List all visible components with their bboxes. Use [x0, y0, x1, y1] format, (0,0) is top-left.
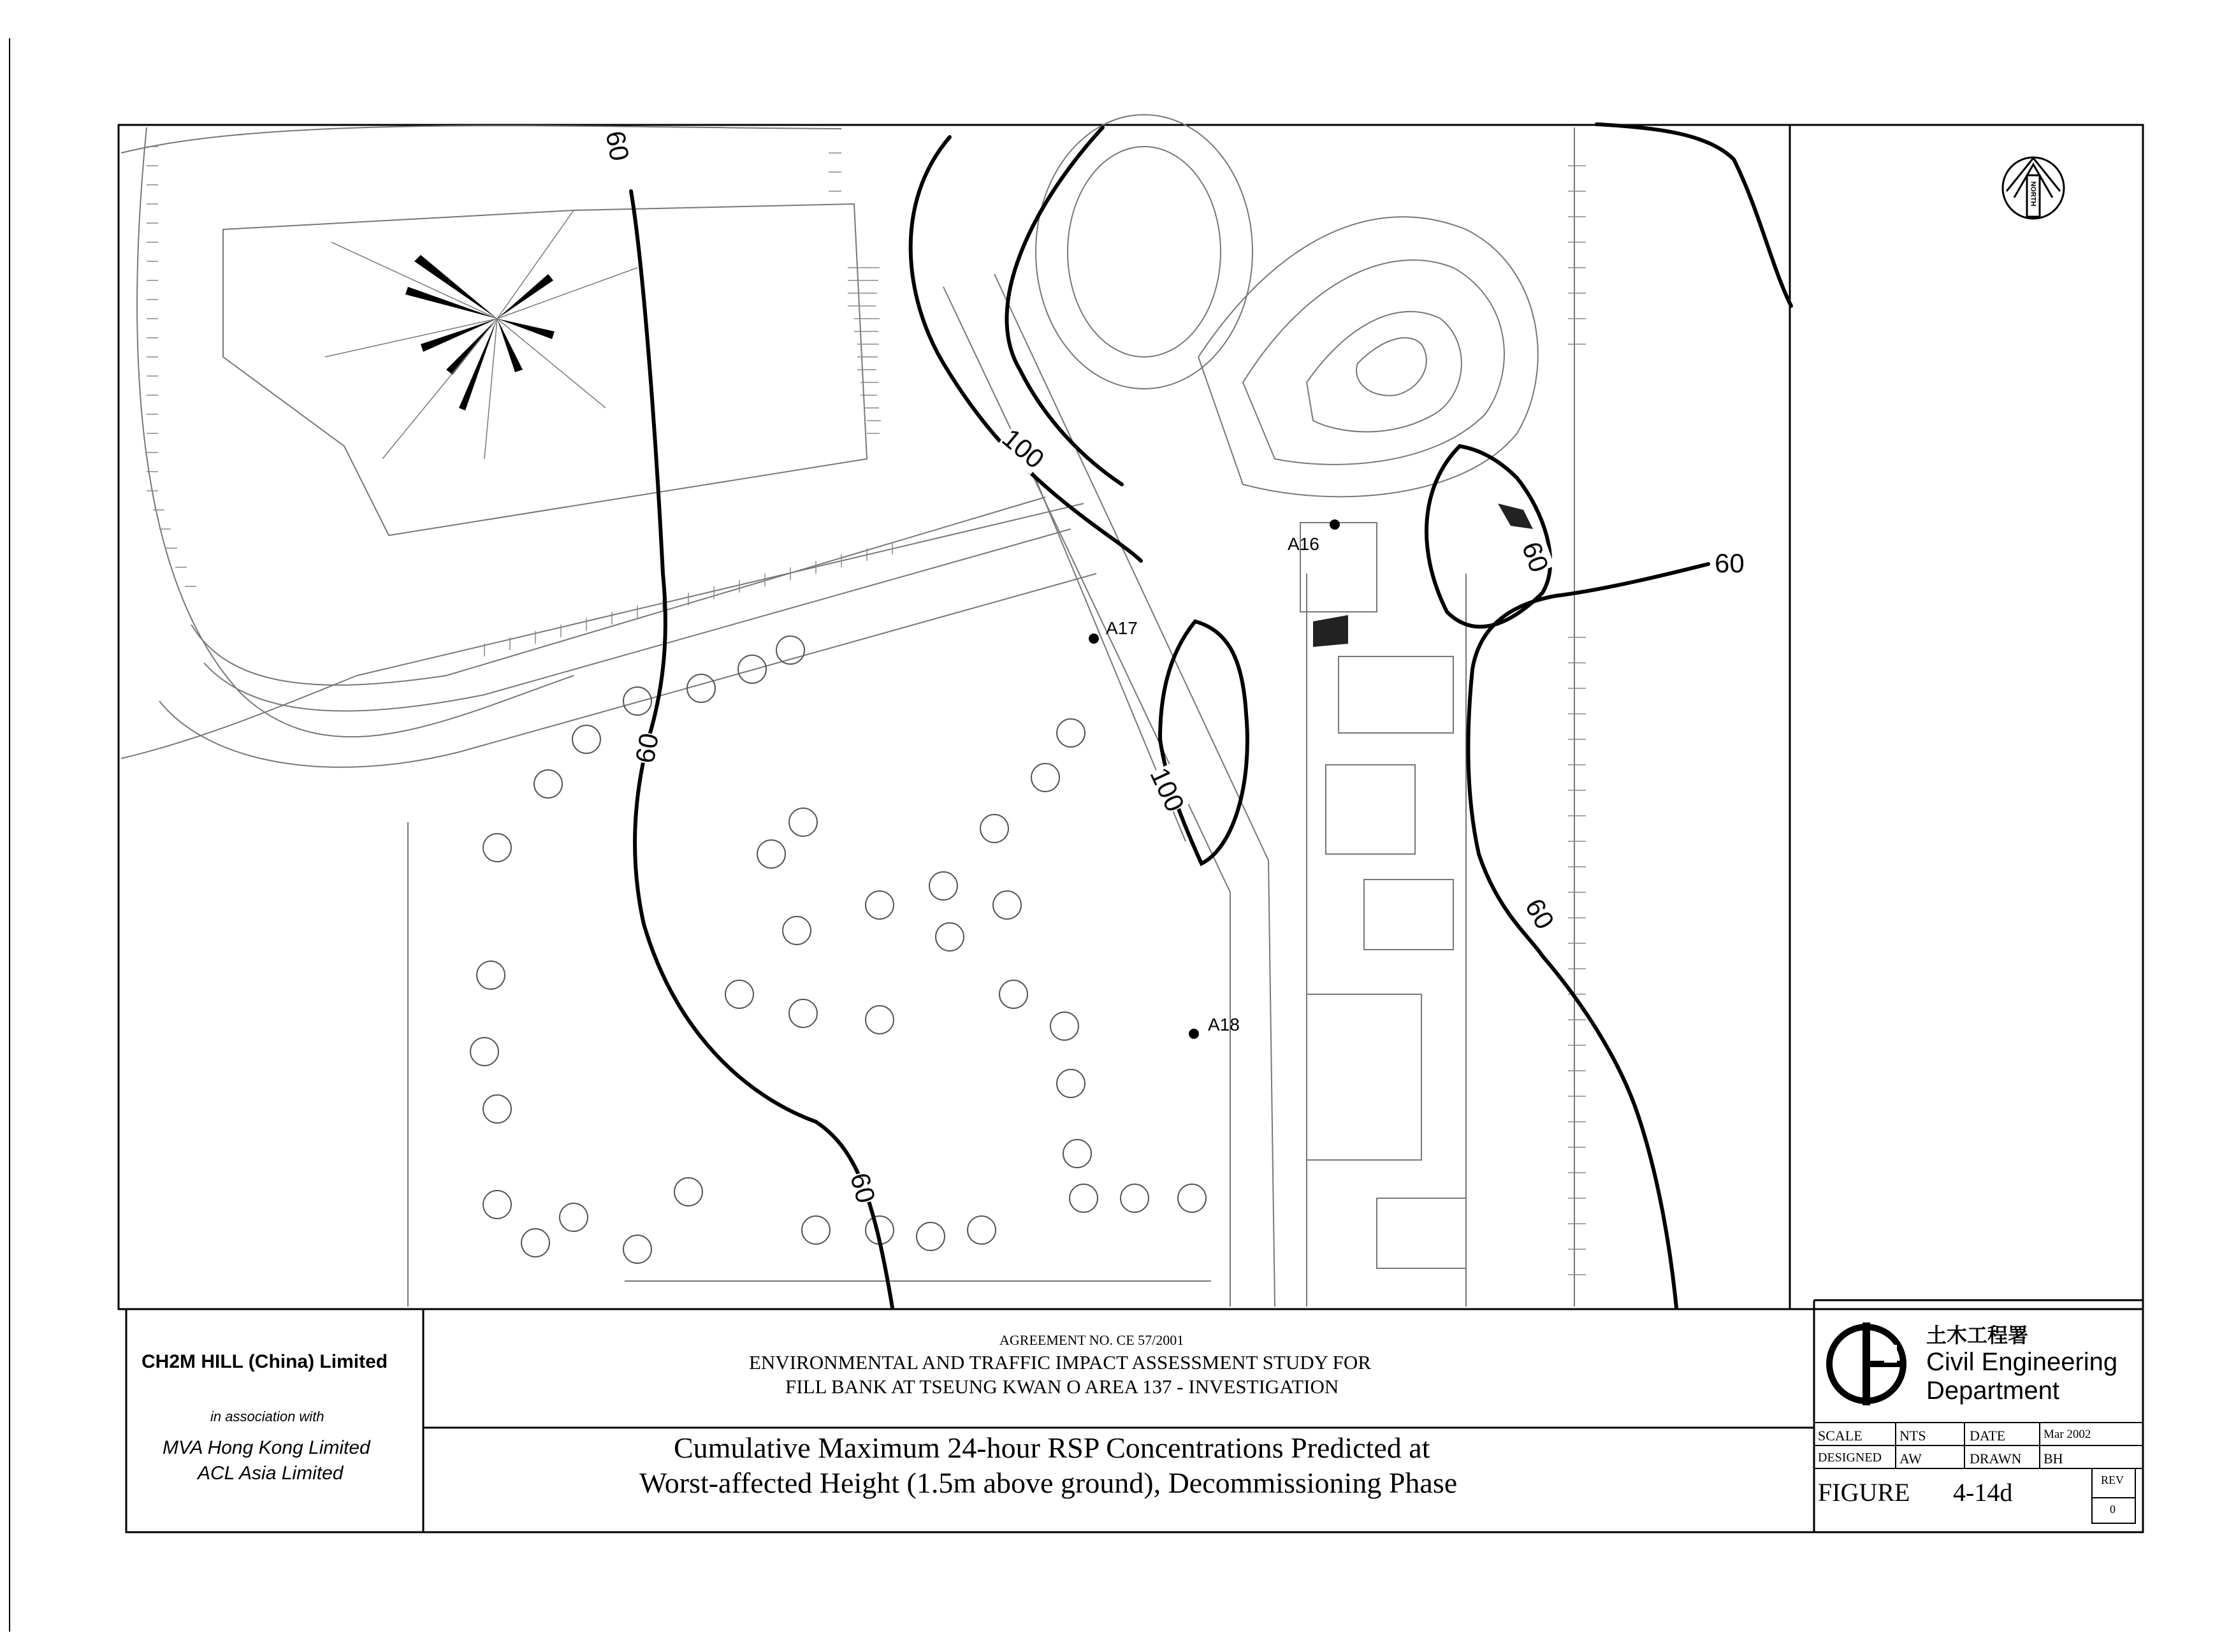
- figure-title-line-1: Cumulative Maximum 24-hour RSP Concentrations Predicted at: [674, 1431, 1430, 1464]
- dept-name-line-2: Department: [1926, 1377, 2059, 1405]
- study-title-line-2: FILL BANK AT TSEUNG KWAN O AREA 137 - INVESTIGATION: [785, 1375, 1339, 1398]
- scale-label: SCALE: [1818, 1428, 1862, 1444]
- north-arrow-label: NORTH: [2029, 181, 2037, 207]
- date-label: DATE: [1970, 1428, 2006, 1444]
- rev-label: REV: [2101, 1474, 2124, 1486]
- contour-label-60-right-lower: 60: [1519, 893, 1560, 934]
- contour-label-60-right: 60: [1715, 548, 1745, 578]
- partner-2: ACL Asia Limited: [198, 1463, 344, 1484]
- drawn-value: BH: [2044, 1451, 2063, 1467]
- rev-value: 0: [2110, 1503, 2116, 1516]
- date-value: Mar 2002: [2044, 1428, 2091, 1441]
- contour-label-60-top-left: 60: [600, 128, 635, 163]
- contour-label-100-lower: 100: [1144, 763, 1191, 816]
- dept-name-line-1: Civil Engineering: [1926, 1348, 2118, 1376]
- consultant-name: CH2M HILL (China) Limited: [142, 1351, 388, 1372]
- contour-label-60-left-bottom: 60: [845, 1170, 882, 1206]
- association-text: in association with: [210, 1409, 324, 1424]
- contour-label-100-top: 100: [996, 423, 1050, 475]
- dept-name-chinese: 土木工程署: [1926, 1324, 2029, 1347]
- partner-1: MVA Hong Kong Limited: [163, 1437, 370, 1458]
- contour-label-60-left-mid: 60: [629, 730, 665, 765]
- receiver-a17-label: A17: [1106, 618, 1138, 638]
- contour-label-60-right-loop: 60: [1516, 537, 1555, 576]
- figure-number: 4-14d: [1953, 1478, 2013, 1507]
- study-title-line-1: ENVIRONMENTAL AND TRAFFIC IMPACT ASSESSMENT STUDY FOR: [749, 1351, 1371, 1373]
- designed-label: DESIGNED: [1818, 1451, 1882, 1465]
- designed-value: AW: [1899, 1451, 1922, 1467]
- figure-title-line-2: Worst-affected Height (1.5m above ground), Decommissioning Phase: [639, 1467, 1458, 1499]
- receiver-a16-label: A16: [1288, 534, 1319, 554]
- scale-value: NTS: [1899, 1428, 1926, 1444]
- ced-logo-icon: [1822, 1319, 1911, 1409]
- figure-label: FIGURE: [1818, 1478, 1910, 1507]
- agreement-number: AGREEMENT NO. CE 57/2001: [999, 1332, 1184, 1348]
- drawn-label: DRAWN: [1970, 1451, 2022, 1467]
- receiver-a18-label: A18: [1208, 1015, 1240, 1034]
